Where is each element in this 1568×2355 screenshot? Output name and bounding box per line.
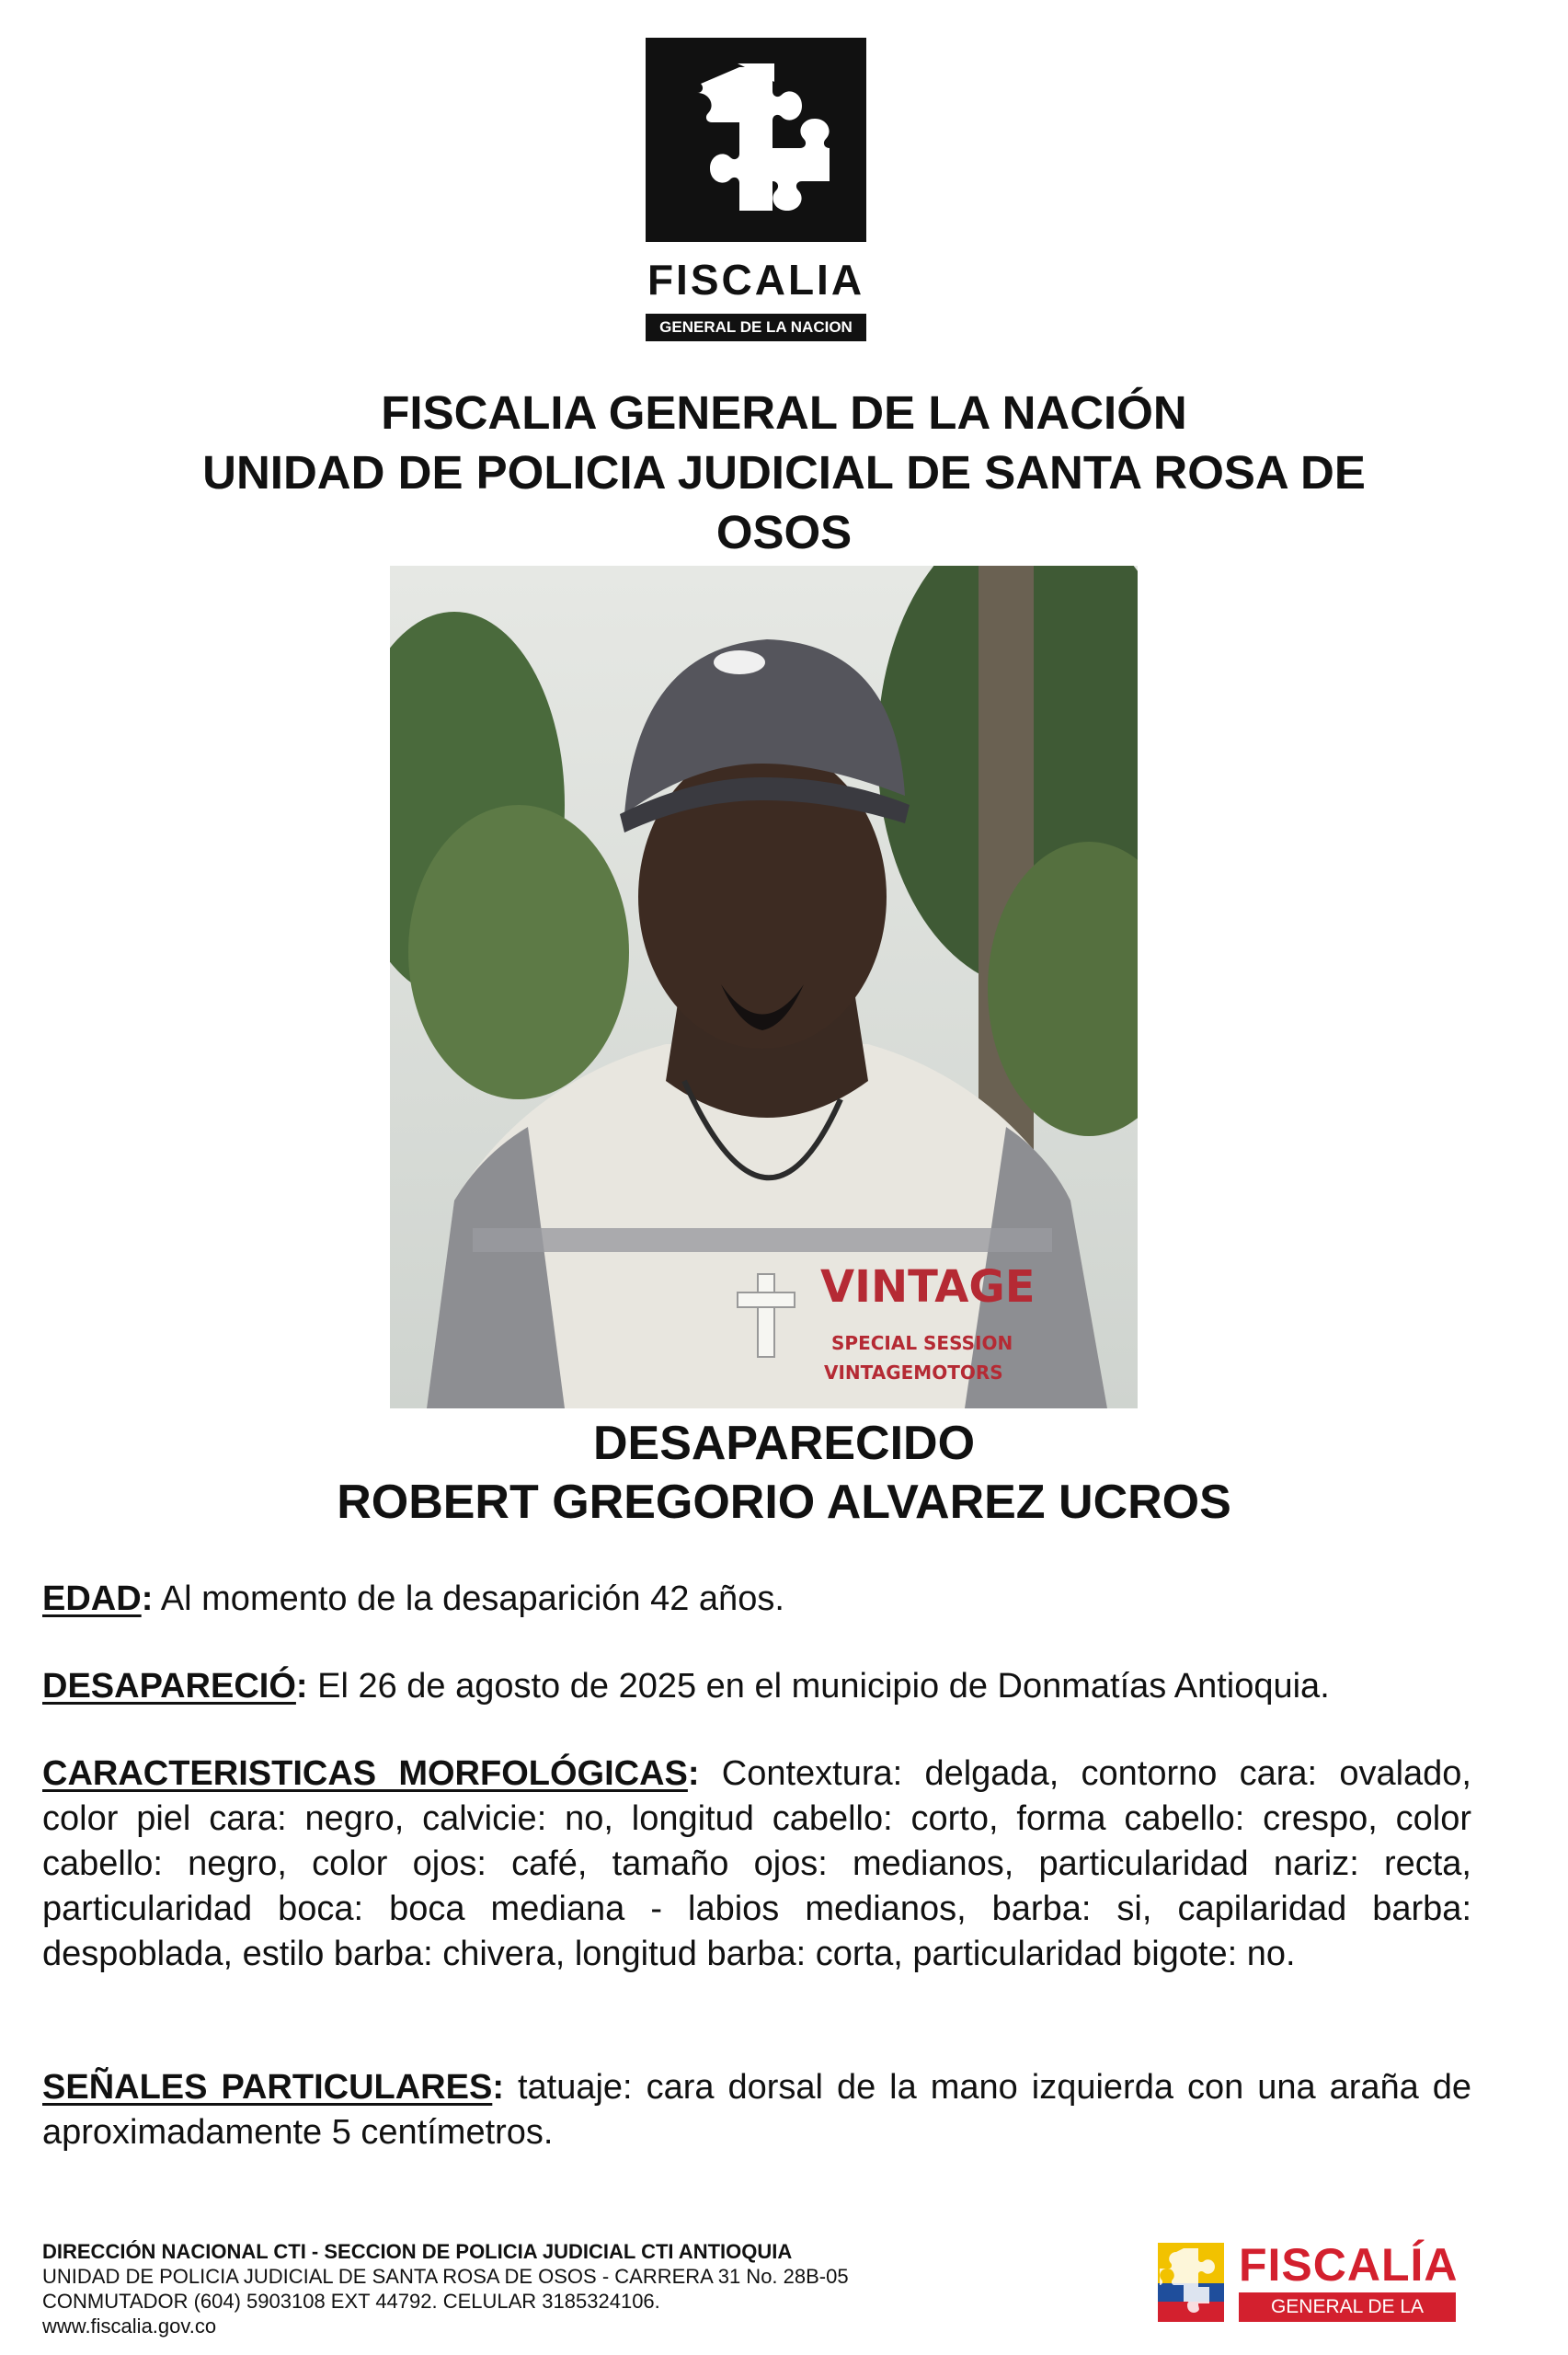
logo-subtitle: GENERAL DE LA NACION: [646, 314, 866, 341]
detail-desaparecio: [42, 1664, 1471, 1709]
shirt-print-text-3: VINTAGEMOTORS: [824, 1361, 1003, 1384]
text-desaparecio: El 26 de agosto de 2025 en el municipio de Donmatías Antioquia.: [307, 1667, 1330, 1706]
footer-website-link[interactable]: www.fiscalia.gov.co: [42, 2315, 217, 2338]
text-caracteristicas: Contextura: delgada, contorno cara: ovalado, color piel cara: negro, calvicie: no, longitud cabello: corto, forma cabello: crespo, color cabello: negro, color ojos: café, tamaño ojos: medianos, particularidad nariz: recta, particularidad boca: boca mediana - labios medianos, barba: si, capilaridad barba: despoblada, estilo barba: chivera, longitud barba: corta, particularidad bigote: no.: [42, 1754, 1471, 1973]
header-line-3: OSOS: [715, 506, 853, 558]
colon: :: [295, 1667, 308, 1706]
footer-line-1: DIRECCIÓN NACIONAL CTI - SECCION DE POLICIA JUDICIAL CTI ANTIOQUIA: [42, 2240, 793, 2263]
fiscalia-logo-bottom: [1149, 2239, 1461, 2347]
puzzle-piece-icon: [1149, 2241, 1233, 2322]
label-desaparecio: DESAPARECIÓ: [42, 1667, 296, 1706]
detail-senales: [42, 2065, 1471, 2155]
missing-person-photo: [390, 566, 1138, 1408]
logo-subtitle-bottom: GENERAL DE LA NACION: [1239, 2292, 1456, 2322]
footer-line-3: CONMUTADOR (604) 5903108 EXT 44792. CELULAR 3185324106.: [42, 2290, 660, 2313]
text-edad: Al momento de la desaparición 42 años.: [153, 1580, 784, 1618]
footer-line-2: UNIDAD DE POLICIA JUDICIAL DE SANTA ROSA DE OSOS - CARRERA 31 No. 28B-05: [42, 2265, 849, 2288]
detail-caracteristicas: [42, 1752, 1471, 1977]
header-line-2: UNIDAD DE POLICIA JUDICIAL DE SANTA ROSA DE: [202, 446, 1366, 499]
detail-edad: [42, 1577, 1471, 1622]
logo-wordmark-bottom: FISCALÍA: [1239, 2239, 1459, 2291]
person-name: ROBERT GREGORIO ALVAREZ UCROS: [337, 1476, 1231, 1529]
label-senales: SEÑALES PARTICULARES: [42, 2068, 493, 2107]
header-line-1: FISCALIA GENERAL DE LA NACIÓN: [381, 386, 1187, 439]
status-heading: DESAPARECIDO: [592, 1417, 976, 1470]
colon: :: [492, 2068, 504, 2107]
puzzle-piece-icon: [682, 54, 830, 238]
label-caracteristicas: CARACTERISTICAS MORFOLÓGICAS: [42, 1754, 688, 1793]
shirt-print-text-2: SPECIAL SESSION: [831, 1332, 1013, 1354]
footer-contact: [42, 2239, 1109, 2338]
shirt-print-text: VINTAGE: [820, 1261, 1036, 1313]
colon: :: [687, 1754, 700, 1793]
label-edad: EDAD: [42, 1580, 142, 1618]
colon: :: [141, 1580, 154, 1618]
text-senales: tatuaje: cara dorsal de la mano izquierda con una araña de aproximadamente 5 centímetros.: [42, 2068, 1472, 2152]
logo-wordmark: FISCALIA: [647, 256, 865, 304]
fiscalia-logo-top: [646, 38, 866, 341]
